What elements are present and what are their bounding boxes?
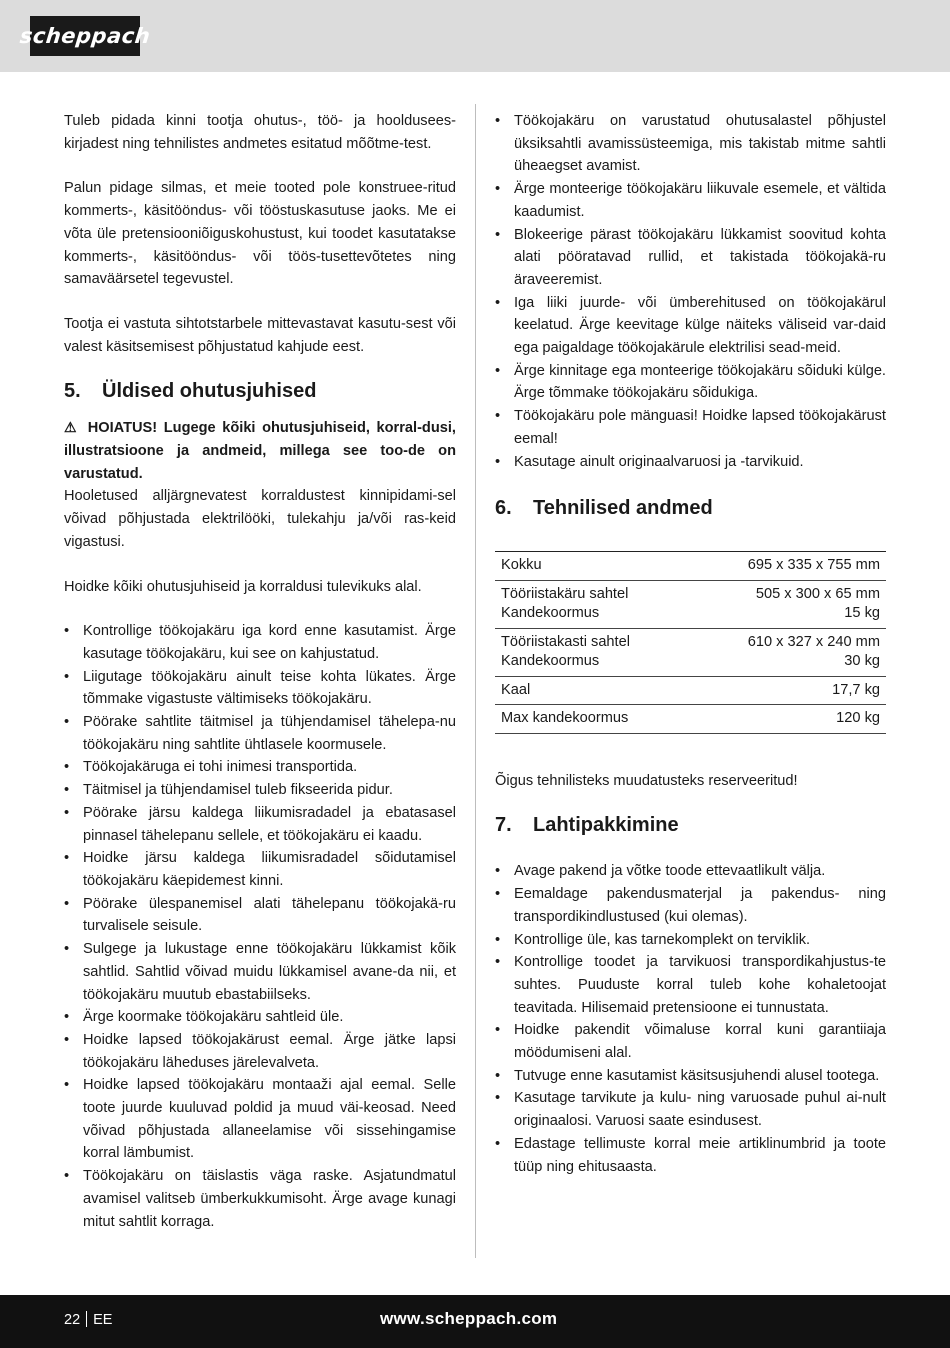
section-7-number: 7. (495, 814, 512, 837)
safety-bullet-item: • Ärge monteerige töökojakäru liikuvale esemele, et vältida kaadumist. (495, 178, 886, 223)
spec-sublabel: Kandekoormus (501, 653, 600, 670)
unpacking-bullet-item: • Hoidke pakendit võimaluse korral kuni garantiiaja möödumiseni alal. (495, 1019, 886, 1064)
unpacking-bullet-item: • Eemaldage pakendusmaterjal ja pakendus- ning transpordikindlustused (kui olemas). (495, 883, 886, 928)
spec-value: 120 kg (836, 710, 880, 727)
warning-block (64, 416, 456, 485)
section-5-number: 5. (64, 380, 81, 403)
column-divider (475, 104, 476, 1258)
page-header (0, 0, 950, 72)
spec-subvalue: 15 kg (844, 605, 880, 622)
left-column (64, 110, 456, 1233)
brand-logo (18, 16, 152, 56)
spec-value-cell (688, 676, 886, 705)
section-5-title: Üldised ohutusjuhised (102, 380, 317, 403)
spec-value: 505 x 300 x 65 mm (755, 585, 880, 602)
unpacking-bullet-item: • Kontrollige üle, kas tarnekomplekt on terviklik. (495, 929, 886, 952)
spec-label: Tööriistakasti sahtel (501, 633, 630, 650)
spec-value: 17,7 kg (832, 681, 880, 698)
section-7-title: Lahtipakkimine (533, 814, 679, 837)
section-6-title: Tehnilised andmed (533, 497, 713, 520)
safety-bullet-item: • Kontrollige töökojakäru iga kord enne kasutamist. Ärge kasutage töökojakäru, kui see on kahjustatud. (64, 620, 456, 665)
section-6-number: 6. (495, 497, 512, 520)
unpacking-bullet-item: • Tutvuge enne kasutamist käsitsusjuhendi alusel tootega. (495, 1065, 886, 1088)
spec-row (495, 552, 886, 581)
page-indicator (64, 1311, 112, 1328)
spec-label: Kokku (501, 557, 542, 574)
warning-bold-text: HOIATUS! Lugege kõiki ohutusjuhiseid, korral-dusi, illustratsioone ja andmeid, millega see too-de on varustatud. (64, 420, 456, 482)
spec-label-cell (495, 580, 688, 628)
unpacking-bullet-list (495, 860, 886, 1178)
safety-bullet-item: • Täitmisel ja tühjendamisel tuleb fikseerida pidur. (64, 779, 456, 802)
safety-bullet-item: • Blokeerige pärast töökojakäru lükkamist soovitud kohta alati pööratavad rullid, et takistada töökojakä-ru äraveeremist. (495, 224, 886, 292)
spec-subvalue: 30 kg (844, 653, 880, 670)
website-url: www.scheppach.com (380, 1309, 558, 1328)
warning-triangle-icon: ⚠ (64, 419, 80, 436)
technical-data-table (495, 551, 886, 734)
warning-consequence: Hooletused alljärgnevatest korraldustest kinnipidami-sel võivad põhjustada elektrilööki, tulekahju ja/või ras-keid vigastusi. (64, 488, 456, 550)
safety-bullet-item: • Ärge kinnitage ega monteerige töökojakäru sõiduki külge. Ärge tõmmake töökojakäru sõidukiga. (495, 360, 886, 405)
safety-bullet-item: • Pöörake järsu kaldega liikumisradadel ja ebatasasel pinnasel tähelepanu sellele, et töökojakäru ei kaadu. (64, 802, 456, 847)
safety-bullet-item: • Pöörake ülespanemisel alati tähelepanu töökojakä-ru turvalisele seisule. (64, 893, 456, 938)
spec-row (495, 580, 886, 628)
section-7-heading (495, 812, 886, 838)
unpacking-bullet-item: • Kasutage tarvikute ja kulu- ning varuosade puhul ai-nult originaalosi. Varuosi saate esindusest. (495, 1087, 886, 1132)
page-number: 22 (64, 1312, 81, 1328)
spec-value: 695 x 335 x 755 mm (747, 557, 880, 574)
safety-bullet-item: • Ärge koormake töökojakäru sahtleid üle. (64, 1006, 456, 1029)
page-separator (86, 1311, 87, 1327)
spec-label-cell (495, 676, 688, 705)
safety-bullet-list-continued (495, 110, 886, 473)
page-footer (0, 1295, 950, 1348)
safety-bullet-item: • Liigutage töökojakäru ainult teise kohta lükates. Ärge tõmmake vigastuste vältimiseks töökojakäru. (64, 666, 456, 711)
section-5-heading (64, 378, 456, 404)
safety-bullet-item: • Iga liiki juurde- või ümberehitused on töökojakärul keelatud. Ärge keevitage külge näiteks väliseid var-daid ega paigaldage töökojakärule elektrilisi sead-meid. (495, 292, 886, 360)
safety-bullet-item: • Hoidke järsu kaldega liikumisradadel sõidutamisel töökojakäru käepidemest kinni. (64, 847, 456, 892)
safety-bullet-item: • Töökojakäru on täislastis väga raske. Asjatundmatul avamisel valitseb ümberkukkumisoht. Ärge avage kunagi mitut sahtlit korraga. (64, 1165, 456, 1233)
spec-value: 610 x 327 x 240 mm (747, 633, 880, 650)
spec-value-cell (688, 628, 886, 676)
paragraph-liability: Tootja ei vastuta sihtotstarbele mittevastavat kasutu-sest või valest käsitsemisest põhjustatud kahjude eest. (64, 315, 456, 355)
paragraph-compliance: Tuleb pidada kinni tootja ohutus-, töö- ja hooldusees-kirjadest ning tehnilistes andmetes esitatud mõõtme-test. (64, 113, 456, 152)
spec-row (495, 705, 886, 734)
spec-value-cell (688, 705, 886, 734)
safety-bullet-item: • Hoidke lapsed töökojakäru montaaži ajal eemal. Selle toote juurde kuuluvad poldid ja muud väi-keosad. Need võivad põhjustada allaneelamise või sissehingamise korral lämbumist. (64, 1074, 456, 1165)
language-code: EE (93, 1312, 113, 1328)
spec-value-cell (688, 552, 886, 581)
safety-bullet-item: • Töökojakäru on varustatud ohutusalastel põhjustel üksiksahtli avamissüsteemiga, mis takistab mitme sahtli üheaegset avamist. (495, 110, 886, 178)
spec-label: Max kandekoormus (501, 710, 629, 727)
unpacking-bullet-item: • Kontrollige toodet ja tarvikuosi transpordikahjustus-te suhtes. Puuduste korral tuleb kohe kohaletoojat teavitada. Hilisemaid pretensioone ei tunnustata. (495, 951, 886, 1019)
spec-label: Kaal (501, 681, 531, 698)
spec-sublabel: Kandekoormus (501, 605, 600, 622)
right-column (495, 110, 886, 1178)
technical-changes-note: Õigus tehnilisteks muudatusteks reserveeritud! (495, 772, 798, 789)
spec-value-cell (688, 580, 886, 628)
unpacking-bullet-item: • Avage pakend ja võtke toode ettevaatlikult välja. (495, 860, 886, 883)
unpacking-bullet-item: • Edastage tellimuste korral meie artiklinumbrid ja toote tüüp ning ehitusaasta. (495, 1133, 886, 1178)
section-6-heading (495, 495, 886, 521)
safety-bullet-item: • Kasutage ainult originaalvaruosi ja -tarvikuid. (495, 451, 886, 474)
spec-row (495, 628, 886, 676)
safety-bullet-item: • Pöörake sahtlite täitmisel ja tühjendamisel tähelepa-nu töökojakäru ning sahtlite ühtlasele koormusele. (64, 711, 456, 756)
safety-bullet-item: • Töökojakäruga ei tohi inimesi transportida. (64, 756, 456, 779)
spec-label-cell (495, 705, 688, 734)
spec-row (495, 676, 886, 705)
keep-instructions: Hoidke kõiki ohutusjuhiseid ja korraldusi tulevikuks alal. (64, 578, 422, 595)
safety-bullet-list (64, 620, 456, 1233)
spec-label-cell (495, 552, 688, 581)
safety-bullet-item: • Töökojakäru pole mänguasi! Hoidke lapsed töökojakärust eemal! (495, 405, 886, 450)
paragraph-intended-use: Palun pidage silmas, et meie tooted pole konstruee-ritud kommerts-, käsitööndus- või tööstuskasutuse jaoks. Me ei võta üle pretensiooniõiguskohustust, kui toodet kasutatakse kommerts-, käsitööndus- või töös-tusettevõtetes ning samaväärsetel tegevustel. (64, 180, 456, 288)
safety-bullet-item: • Hoidke lapsed töökojakärust eemal. Ärge jätke lapsi töökojakäru läheduses järelevalveta. (64, 1029, 456, 1074)
logo-text: scheppach (18, 24, 152, 48)
safety-bullet-item: • Sulgege ja lukustage enne töökojakäru lükkamist kõik sahtlid. Sahtlid võivad muidu lükkamisel avane-da nii, et töökojakäru muutub ebastabiilseks. (64, 938, 456, 1006)
spec-label-cell (495, 628, 688, 676)
spec-label: Tööriistakäru sahtel (501, 585, 629, 602)
